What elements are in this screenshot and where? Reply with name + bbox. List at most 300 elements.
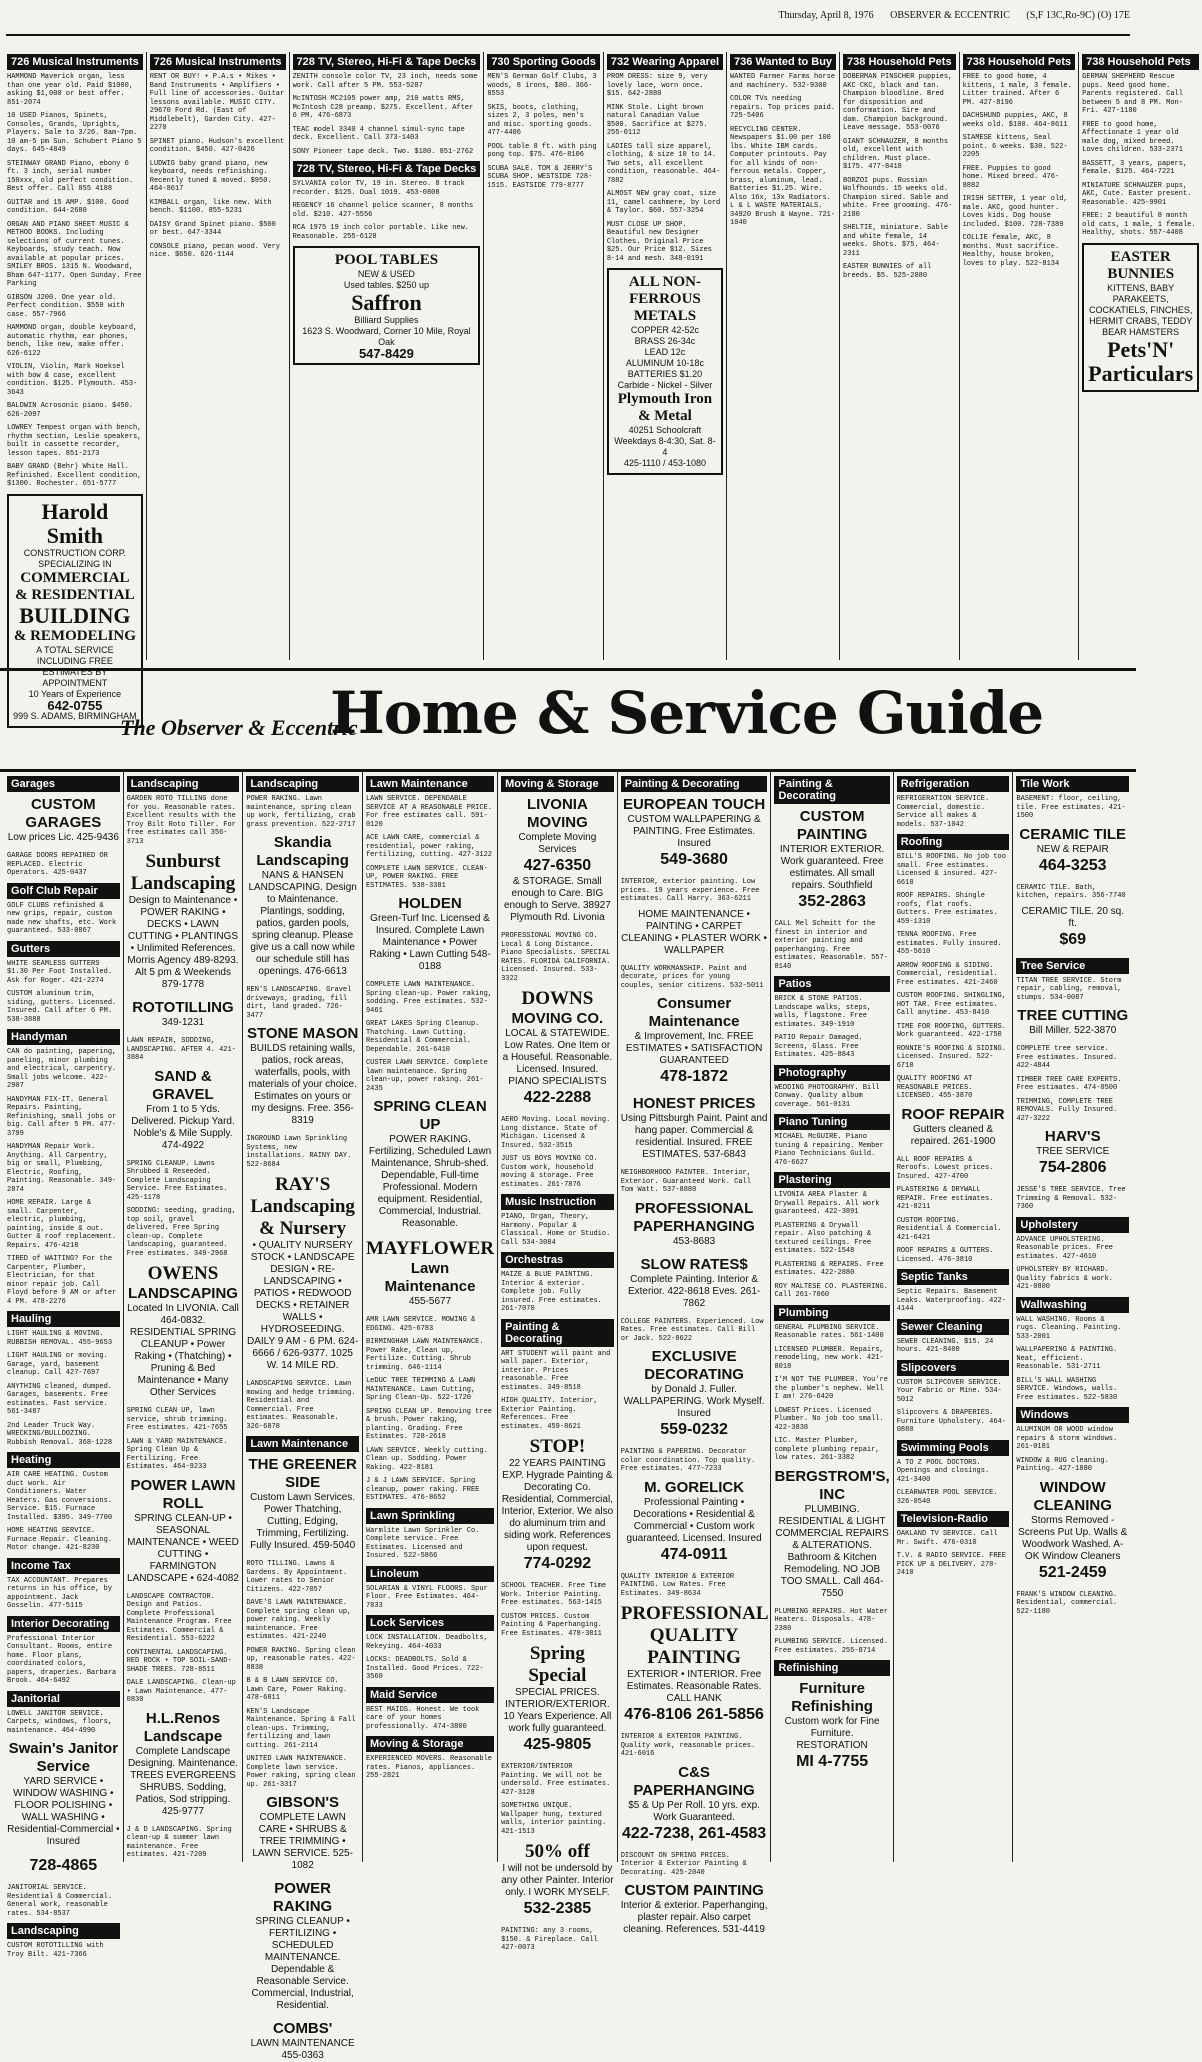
listing-ad: REN'S LANDSCAPING. Gravel driveways, grading, fill dirt, land graded. 726-3477: [246, 986, 352, 1020]
classified-ad: BASSETT, 3 years, papers, female. $125. 464-7221: [1082, 159, 1192, 176]
classified-ad: MINK Stole. Light brown natural Canadian Value $500. Sacrifice at $275. 255-0112: [606, 103, 712, 137]
category-heading: Landscaping: [7, 1923, 120, 1939]
ad-subtitle: STONE MASON: [246, 1025, 359, 1042]
ad-body: & STORAGE. Small enough to Care. BIG enough to Serve. 38927 Plymouth Rd. Livonia: [504, 876, 611, 923]
ad-title: Sunburst Landscaping: [130, 851, 236, 894]
ad-subtitle: HOLDEN: [398, 895, 462, 912]
listing-ad: ROY MALTESE CO. PLASTERING. Call 261-7060: [774, 1282, 888, 1299]
display-ad: [1016, 906, 1129, 950]
listing-ad: J & J LAWN SERVICE. Spring cleanup, power raking. FREE ESTIMATES. 476-8652: [365, 1477, 480, 1502]
listing-ad: BASEMENT: floor, ceiling, tile. Free estimates. 421-1500: [1016, 795, 1126, 820]
category-heading: Television-Radio: [897, 1511, 1010, 1527]
display-ad: [366, 895, 494, 973]
classified-ad: SCUBA SALE. TOM & JERRY'S SCUBA SHOP. WESTSIDE 728-1515. EASTSIDE 779-8777: [487, 164, 597, 190]
column-heading: 732 Wearing Apparel: [607, 54, 723, 70]
ad-body: Custom work for Fine Furniture. RESTORATION: [784, 1716, 880, 1751]
listing-ad: AMR LAWN SERVICE. MOWING & EDGING. 425-6783: [365, 1316, 476, 1333]
ad-body: Low prices Lic. 425-9436: [7, 832, 119, 843]
listing-ad: LAWN & YARD MAINTENANCE. Spring Clean Up & Fertilizing. Free Estimates. 464-9233: [126, 1437, 228, 1471]
classified-ad: LUDWIG baby grand piano, new keyboard, needs refinishing. Recently tuned & moved. $950. 464-8617: [149, 159, 276, 193]
paper-brand: The Observer & Eccentric: [120, 715, 358, 740]
category-heading: Garages: [7, 776, 120, 792]
listing-ad: COLLEGE PAINTERS. Experienced. Low Rates. Free estimates. Call Bill or Jack. 522-8622: [620, 1317, 764, 1343]
display-ad: [246, 1025, 359, 1127]
ad-body: PLUMBING. RESIDENTIAL & LIGHT COMMERCIAL REPAIRS & ALTERATIONS. Bathroom & Kitchen Remodeling. NO JOB TOO SMALL. Call 464-7550: [775, 1503, 889, 1599]
phone-number: 464-3253: [1038, 856, 1107, 874]
display-ad: [501, 796, 614, 924]
ad-title: 50% off: [524, 1841, 590, 1862]
column-heading: 726 Musical Instruments: [7, 54, 143, 70]
classified-ad: GIANT SCHNAUZER, 8 months old, excellent with children. Must place. $175. 477-8418: [843, 137, 953, 171]
classified-ad: SIAMESE kittens, Seal point. 6 weeks. $30. 522-2205: [962, 134, 1068, 159]
classified-ad: WANTED Farmer Farms horse and machinery. 532-9300: [730, 73, 840, 90]
listing-ad: TIMBER TREE CARE EXPERTS. Free estimates. 474-0500: [1016, 1075, 1122, 1092]
ad-line: 425-1110 / 453-1080: [623, 458, 707, 468]
listing-ad: LOCK INSTALLATION. Deadbolts, Rekeying. 464-4033: [365, 1634, 488, 1651]
ad-line: Billiard Supplies: [354, 315, 419, 325]
listing-ad: SPRING CLEAN UP. Removing tree & brush. Power raking, planting. Grading. Free Estimates. 728-2618: [365, 1407, 492, 1441]
listing-ad: ART STUDENT will paint and wall paper. Exterior, interior. Prices reasonable. Free estimates. 349-8518: [501, 1349, 611, 1392]
ad-line: Harold Smith: [41, 498, 109, 548]
listing-ad: PLASTERING & Drywall repair. Also patching & textured ceilings. Free estimates. 522-1548: [774, 1221, 872, 1255]
ad-subtitle: GIBSON'S: [266, 1794, 340, 1811]
category-heading: Plastering: [774, 1172, 889, 1188]
display-ad: [246, 1456, 359, 1552]
ad-subtitle: THE GREENER SIDE: [248, 1456, 357, 1491]
ad-body: TREE SERVICE: [1036, 1146, 1110, 1157]
listing-ad: COMPLETE LAWN SERVICE. CLEAN-UP, POWER RAKING. FREE ESTIMATES. 538-3381: [365, 864, 488, 890]
listing-ad: CAN do painting, papering, paneling, minor plumbing and electrical, carpentry. Small jobs welcome. 422-2907: [7, 1048, 117, 1090]
ad-line: ALUMINUM 10-18c: [625, 358, 704, 368]
category-heading: Handyman: [7, 1029, 120, 1045]
classified-ad: BORZOI pups. Russian Wolfhounds. 15 weeks old. Champion sired. Sable and white. Free grooming. 476-2180: [843, 176, 953, 219]
listing-ad: Warmlite Lawn Sprinkler Co. Complete service. Free Estimates. Licensed and Insured. 522-5866: [365, 1526, 480, 1560]
display-ad: [621, 909, 768, 957]
listing-ad: ARROW ROOFING & SIDING. Commercial, residential. Free estimates. 421-2460: [896, 961, 998, 987]
phone-number: 559-0232: [660, 1421, 728, 1438]
listing-ad: LANDSCAPE CONTRACTOR. Design and Patios. Complete Professional Maintenance Program. Free Estimates. Commercial & Residential. 553-6222: [126, 1592, 232, 1643]
column-heading: 726 Musical Instruments: [150, 54, 286, 70]
ad-body: From 1 to 5 Yds. Delivered. Pickup Yard. Noble's & Mile Supply. 474-4922: [131, 1103, 235, 1151]
listing-ad: Slipcovers & DRAPERIES. Furniture Upholstery. 464-0880: [896, 1409, 1006, 1434]
listing-ad: LANDSCAPING SERVICE. Lawn mowing and hedge trimming. Residential and Commercial. Free estimates. Reasonable. 326-6878: [246, 1380, 356, 1431]
classified-ad: IRISH SETTER, 1 year old, male. AKC, good hunter. Loves kids. Dog house included. $100. 728-7389: [962, 195, 1072, 229]
ad-subtitle: Consumer Maintenance: [648, 995, 740, 1030]
category-heading: Lawn Maintenance: [246, 1436, 359, 1452]
ad-body: Interior & exterior. Paperhanging, plaster repair. Also carpet cleaning. References. 531-4419: [620, 1900, 768, 1935]
classified-ad: MUST CLOSE UP SHOP. Beautiful new Designer Clothes. Original Price $25. Our Price $12. Sizes 8-14 and mesh. 348-0191: [606, 220, 717, 263]
classified-ad: EASTER BUNNIES of all breeds. $5. 525-2880: [843, 263, 936, 280]
ad-line: Used tables. $250 up: [343, 280, 429, 290]
listing-ad: INGROUND Lawn Sprinkling Systems, new installations. RAINY DAY. 522-8684: [246, 1135, 352, 1169]
listing-ad: BIRMINGHAM LAWN MAINTENANCE. Power Rake, Clean up, Fertilize. Cutting. Shrub trimming. 646-1114: [365, 1338, 484, 1372]
category-heading: Moving & Storage: [501, 776, 614, 792]
listing-ad: EXTERIOR/INTERIOR Painting. We will not be undersold. Free estimates. 427-3128: [501, 1763, 611, 1797]
listing-ad: HANDYMAN Repair Work. Anything. All Carpentry, big or small, Plumbing, Electric, Roofing, Painting. Reasonable. 349-2874: [7, 1143, 117, 1194]
listing-ad: SPRING CLEANUP. Lawns Shrubbed & Reseeded. Complete Landscaping Service. Free Estimates. 425-1178: [126, 1159, 228, 1202]
listing-ad: JUST US BOYS MOVING CO. Custom work, household moving & storage. Free estimates. 261-7876: [501, 1155, 598, 1189]
listing-ad: UPHOLSTERY BY RICHARD. Quality fabrics & work. 421-0800: [1016, 1266, 1114, 1291]
listing-ad: PAINTING: any 3 rooms, $150. & Fireplace. Call 427-0073: [501, 1927, 598, 1952]
category-heading: Landscaping: [127, 776, 240, 792]
category-heading: Gutters: [7, 941, 120, 957]
listing-ad: LIGHT HAULING or moving. Garage, yard, basement cleanup. Call 427-7697: [7, 1352, 108, 1377]
listing-ad: LIVONIA AREA Plaster & Drywall Repairs. All work guaranteed. 422-3891: [774, 1191, 880, 1216]
listing-ad: ANYTHING cleaned, dumped. Garages, basements. Free estimates. Fast service. 561-3487: [7, 1382, 113, 1416]
listing-ad: B & B LAWN SERVICE CO. Lawn Care, Power Raking. 478-6811: [246, 1677, 348, 1702]
listing-ad: BRICK & STONE PATIOS. Landscape walks, steps, walls, flagstone. Free estimates. 349-1910: [774, 995, 872, 1029]
phone-number: $69: [1059, 930, 1087, 948]
ad-line: BRASS 26-34c: [634, 336, 696, 346]
display-ad: [897, 1106, 1010, 1148]
listing-ad: ALL ROOF REPAIRS & Reroofs. Lowest prices. Insured. 427-4700: [896, 1155, 994, 1181]
listing-ad: BILL'S ROOFING. No job too small. Free estimates. Licensed & insured. 427-6610: [896, 853, 1006, 887]
ad-title: DOWNS: [521, 988, 594, 1009]
category-heading: Sewer Cleaning: [897, 1319, 1010, 1335]
classified-ad: COLOR TVs needing repairs. Top prices paid. 725-5406: [730, 95, 840, 120]
listing-ad: DALE LANDSCAPING. Clean-up • Lawn Maintenance. 477-0830: [126, 1679, 236, 1704]
pets-particulars-ad: [1082, 243, 1199, 392]
classified-ad: PROM DRESS: size 9, very lovely lace, worn once. $15. 642-2880: [606, 73, 712, 98]
classified-ad: ALMOST NEW gray coat, size 11, camel cashmere, by Lord & Taylor. $60. 557-3254: [606, 190, 725, 215]
classified-ad: CONSOLE piano, pecan wood. Very nice. $650. 626-1144: [149, 242, 285, 259]
listing-ad: I'M NOT THE PLUMBER. You're the plumber's nephew. Well I am! 276-6420: [774, 1376, 888, 1401]
column-heading: 738 Household Pets: [963, 54, 1076, 70]
listing-phone: [7, 1856, 120, 1876]
ad-line: & REMODELING: [13, 627, 136, 644]
display-ad: [1016, 826, 1129, 876]
listing-ad: TENNA ROOFING. Free estimates. Fully insured. 455-5610: [896, 931, 1002, 956]
listing-ad: ACE LAWN CARE, commercial & residential, power raking, fertilizing, cutting. 427-3122: [365, 834, 492, 859]
listing-ad: FRANK'S WINDOW CLEANING. Residential, commercial. 522-1180: [1016, 1590, 1118, 1616]
directory-column: [894, 772, 1014, 1862]
category-heading: Roofing: [897, 834, 1010, 850]
category-heading: Maid Service: [366, 1687, 494, 1703]
classified-ad: DOBERMAN PINSCHER puppies, AKC CKC, black and tan. Champion bloodline. Bred for disposition and conformation. Sire and dam. Champion background. Leave message. 553-0076: [843, 73, 957, 132]
ad-subtitle: ROOF REPAIR: [901, 1105, 1005, 1123]
ad-line: 40251 Schoolcraft: [628, 425, 702, 435]
ad-body: 22 YEARS PAINTING EXP. Hygrade Painting & Decorating Co. Residential, Commercial, Interior, Exterior. We also do aluminum trim and siding work. References upon request.: [501, 1458, 614, 1553]
ad-line: Carbide - Nickel - Silver: [617, 380, 713, 390]
listing-ad: ROTO TILLING. Lawns & Gardens. By Appointment. Lower rates to Senior Citizens. 422-7057: [246, 1560, 348, 1594]
column-heading: 738 Household Pets: [1082, 54, 1199, 70]
classified-ad: BABY GRAND (Behr) White Hall. Refinished. Excellent condition, $1300. Rochester. 651-5777: [7, 463, 146, 488]
listing-ad: PATIO Repair Damaged. Screens, Glass. Free Estimates. 425-8843: [774, 1034, 863, 1059]
ad-line: COMMERCIAL & RESIDENTIAL: [15, 569, 135, 603]
display-ad: [501, 1643, 614, 1755]
classified-ad: MINIATURE SCHNAUZER pups, AKC, Cute. Easter present. Reasonable. 425-9901: [1082, 181, 1196, 207]
listing-ad: DAVE'S LAWN MAINTENANCE. Complete spring clean up, power raking. Weekly maintenance. Free estimates. 421-2240: [246, 1599, 352, 1641]
category-heading: Heating: [7, 1452, 120, 1468]
ad-line: BUILDING: [19, 602, 131, 628]
ad-subtitle: HARV'S: [1044, 1128, 1101, 1145]
listing-ad: LIGHT HAULING & MOVING. RUBBISH REMOVAL. 455-9653: [7, 1330, 113, 1347]
ad-body: Using Pittsburgh Paint. Paint and hang paper. Commercial & residential. Insured. FREE ESTIMATES. 537-6843: [620, 1113, 768, 1160]
listing-ad: T.V. & RADIO SERVICE. FREE PICK UP & DELIVERY. 278-2410: [896, 1552, 1006, 1577]
ad-line: ALL NON-FERROUS METALS: [628, 274, 701, 324]
classified-ad: RENT OR BUY! • P.A.s • Mikes • Band Instruments • Amplifiers • Full line of accessories. Guitar lessons available. MUSIC CITY. 29670 Ford Rd. (East of Middlebelt), Garden City. 427-2270: [149, 73, 289, 132]
listing-ad: TIME FOR ROOFING, GUTTERS. Work guaranteed. 422-1750: [896, 1022, 1006, 1039]
listing-ad: CUSTOM PRICES. Custom Painting & Paperhanging. Free Estimates. 478-3811: [501, 1612, 602, 1638]
display-ad: [774, 808, 889, 912]
ad-subtitle: MOVING CO.: [511, 1010, 604, 1027]
issue-date: Thursday, April 8, 1976: [778, 10, 874, 21]
ad-subtitle: SLOW RATES$: [640, 1255, 748, 1273]
classified-ad: LOWREY Tempest organ with bench, rhythm section, Leslie speakers, built in cassette recorder, lesson tapes. 851-2173: [7, 424, 146, 458]
display-ad: [127, 999, 240, 1029]
listing-ad: SPRING CLEAN UP, lawn service, shrub trimming. Free estimates. 421-7655: [126, 1407, 228, 1432]
listing-ad: LICENSED PLUMBER. Repairs, remodeling, new work. 421-8018: [774, 1345, 884, 1371]
ad-subtitle: LIVONIA MOVING: [526, 796, 588, 831]
phone-number: 425-9805: [523, 1736, 592, 1753]
category-heading: Painting & Decorating: [621, 776, 768, 792]
listing-ad: GARDEN ROTO TILLING done for you. Reasonable rates. Excellent results with the Troy Bilt Roto Tiller. For free estimates call 356-3713: [126, 795, 236, 846]
phone-number: 352-2863: [798, 893, 866, 910]
category-heading: Plumbing: [774, 1305, 889, 1321]
listing-ad: JESSE'S TREE SERVICE. Tree Trimming & Removal. 532-7360: [1016, 1186, 1126, 1211]
home-service-guide-banner: [0, 668, 1136, 772]
classified-ad: REGENCY 16 channel police scanner, 8 months old. $210. 427-5556: [292, 202, 478, 219]
ad-body: NANS & HANSEN LANDSCAPING. Design to Maintenance. Plantings, sodding, patios, garden pools, spring cleanup. Please give us a call now while our schedule still has openings. 476-6613: [248, 870, 357, 977]
listing-ad: CUSTOM ROOFING. SHINGLING, HOT TAR. Free estimates. Call anytime. 453-8410: [896, 992, 1006, 1017]
classified-column: [727, 52, 840, 660]
service-directory: [4, 772, 1132, 2061]
classified-ad: SHELTIE, miniature. Sable and white female, 14 weeks. Shots. $75. 464-2311: [843, 224, 953, 258]
classified-ad: DAISY Grand Spinet piano. $500 or best. 647-3344: [149, 220, 281, 237]
listing-ad: POWER RAKING. Lawn maintenance, spring clean up work, fertilizing, crab grass prevention. 522-2717: [246, 795, 356, 829]
listing-ad: AIR CARE HEATING. Custom duct work. Air Conditioners. Water Heaters. Gas conversions. Service. $15. Furnace Installed. $395. 349-7700: [7, 1471, 113, 1522]
category-heading: Lawn Maintenance: [366, 776, 494, 792]
listing-ad: J & D LANDSCAPING. Spring clean-up & summer lawn maintenance. Free estimates. 421-7209: [126, 1825, 232, 1859]
listing-ad: CUSTOM ROTOTILLING with Troy Bilt. 421-7366: [7, 1942, 104, 1959]
classified-ad: SONY Pioneer tape deck. Two. $180. 851-2762: [292, 147, 474, 156]
ad-body: EXTERIOR • INTERIOR. Free Estimates. Reasonable Rates. CALL HANK: [626, 1669, 762, 1704]
ad-subtitle: ROTOTILLING: [132, 999, 234, 1016]
ad-body: • QUALITY NURSERY STOCK • LANDSCAPE DESIGN • RE-LANDSCAPING • PATIOS • REDWOOD DECKS • RETAINER WALLS • HYDROSEEDING. DAILY 9 AM - 6 PM. 624-6666 / 626-9377. 1025 W. 14 MILE RD.: [246, 1240, 359, 1371]
phone-number: 754-2806: [1038, 1159, 1107, 1176]
directory-column: [771, 772, 893, 1862]
ad-body: HOME MAINTENANCE • PAINTING • CARPET CLEANING • PLASTER WORK • WALLPAPER: [621, 908, 768, 956]
category-heading: Tree Service: [1016, 958, 1129, 974]
classified-ad: HAMMOND organ, double keyboard, automatic rhythm, ear phones, bench, like new, make offer. 626-6122: [7, 324, 142, 358]
ad-body: Bill Miller. 522-3870: [1029, 1025, 1117, 1036]
ad-body: by Donald J. Fuller. WALLPAPERING. Work Myself. Insured: [623, 1384, 765, 1419]
ad-subtitle: POWER LAWN ROLL: [130, 1476, 236, 1512]
ad-subtitle: PROFESSIONAL PAPERHANGING: [633, 1199, 755, 1235]
ad-title: MAYFLOWER: [365, 1238, 495, 1259]
ad-line: SPECIALIZING IN: [38, 558, 112, 569]
listing-ad: CUSTOM aluminum trim, siding, gutters. Licensed. Insured. Call after 6 PM. 538-3888: [7, 990, 117, 1024]
directory-column: [363, 772, 498, 1862]
category-heading: Wallwashing: [1016, 1297, 1129, 1313]
guide-title: Home & Service Guide: [330, 679, 1044, 747]
category-heading: Landscaping: [246, 776, 359, 792]
listing-ad: PLUMBING REPAIRS. Hot Water Heaters. Disposals. 478-2380: [774, 1607, 888, 1633]
classified-ad: TEAC model 3340 4 channel simul-sync tape deck. Excellent. Call 373-1403: [292, 125, 469, 142]
listing-ad: POWER RAKING. Spring clean up, reasonable rates. 422-8838: [246, 1646, 356, 1672]
listing-ad: WALL WASHING. Rooms & rugs. Cleaning. Painting. 533-2001: [1016, 1315, 1122, 1341]
directory-column: [4, 772, 124, 1959]
category-heading: Piano Tuning: [774, 1114, 889, 1130]
listing-ad: WHITE SEAMLESS GUTTERS $1.30 Per Foot Installed. Ask for Roger. 421-2274: [7, 959, 113, 985]
listing-ad: ROOF REPAIRS & GUTTERS. Licensed. 476-3810: [896, 1247, 994, 1264]
column-heading: 730 Sporting Goods: [487, 54, 600, 70]
ad-subtitle: Swain's Janitor Service: [8, 1740, 119, 1775]
ad-subtitle: HONEST PRICES: [632, 1095, 756, 1112]
phone-number: 521-2459: [1038, 1563, 1107, 1581]
ad-subtitle: COMBS': [272, 2020, 333, 2037]
ad-body: Custom Lawn Services. Power Thatching, Cutting, Edging, Trimming, Fertilizing. Fully Insured. 459-5040: [250, 1492, 356, 1551]
classified-column: [1079, 52, 1202, 660]
classified-ad: RECYCLING CENTER. Newspapers $1.00 per 100 lbs. White IBM cards. Computer printouts. Pay for all kinds of non-ferrous metals. Copper, brass, aluminum, lead. Batteries $1.25. Wire. Also 16x, 13x Radiators. L & L WASTE MATERIALS. 34920 Brush & Wayne. 721-1040: [730, 125, 836, 227]
listing-ad: REFRIGERATION SERVICE. Commercial, domestic. Service all makes & models. 537-1042: [896, 795, 990, 829]
directory-column: [618, 772, 772, 1935]
classified-ad: FREE. Puppies to good home. Mixed breed. 476-8882: [962, 164, 1060, 190]
ad-subtitle: SPRING CLEAN UP: [373, 1098, 487, 1133]
ad-title: PROFESSIONAL QUALITY PAINTING: [620, 1603, 769, 1668]
listing-ad: CERAMIC TILE. Bath, kitchen, repairs. 356-7740: [1016, 883, 1126, 900]
classified-ad: GERMAN SHEPHERD Rescue pups. Need good home. Parents registered. Call between 5 and 8 PM. Mon-Fri. 427-1180: [1082, 73, 1188, 115]
category-heading: Refrigeration: [897, 776, 1010, 792]
ad-body: COMPLETE LAWN CARE • SHRUBS & TREE TRIMMING • LAWN SERVICE. 525-1082: [252, 1812, 353, 1871]
listing-ad: LAWN SERVICE. Weekly cutting. Clean up. Sodding. Power Raking. 422-8181: [365, 1446, 488, 1472]
listing-ad: BEST MAIDS. Honest. We took care of your homes professionally. 474-3800: [365, 1705, 480, 1731]
display-ad: [246, 1174, 359, 1372]
display-ad: [1016, 1128, 1129, 1178]
ad-body: LOCAL & STATEWIDE. Low Rates. One Item or a Houseful. Reasonable. Licensed. Insured. PIANO SPECIALISTS: [502, 1028, 613, 1087]
classified-column: [840, 52, 960, 660]
listing-ad: JANITORIAL SERVICE. Residential & Commercial. General work, reasonable rates. 534-8537: [7, 1884, 113, 1918]
classified-ad: SYLVANIA color TV, 19 in. Stereo. 8 track recorder. $125. Dual 1019. 453-0808: [292, 180, 469, 197]
listing-ad: ALUMINUM OR WOOD window repairs & storm windows. 261-0181: [1016, 1426, 1118, 1451]
display-ad: [246, 2020, 359, 2062]
ad-body: Complete Landscape Designing. Maintenance. TREES EVERGREENS SHRUBS. Sodding, Patios, Sod stripping. 425-9777: [127, 1745, 239, 1817]
category-heading: Lawn Sprinkling: [366, 1508, 494, 1524]
listing-ad: SODDING: seeding, grading, top soil, gravel delivered. Free Spring clean-up. Complete landscaping, guaranteed. Free estimates. 349-2968: [126, 1207, 236, 1258]
display-ad: [774, 1680, 889, 1772]
category-heading: Photography: [774, 1065, 889, 1081]
listing-ad: LIC. Master Plumber, complete plumbing repair, low rates. 261-3382: [774, 1437, 880, 1462]
phone-number: 427-6350: [523, 857, 592, 874]
ad-subtitle: CUSTOM PAINTING: [796, 808, 868, 843]
listing-ad: TIRED of WAITING? For the Carpenter, Plumber, Electrician, for that minor repair job. Call Floyd before 9 AM or after 4 PM. 478-2276: [7, 1255, 117, 1306]
listing-ad: QUALITY INTERIOR & EXTERIOR PAINTING. Low Rates. Free Estimates. 349-8634: [620, 1572, 735, 1598]
display-ad: [621, 1095, 768, 1161]
category-heading: Lock Services: [366, 1615, 494, 1631]
ad-subtitle: Skandia Landscaping: [256, 834, 349, 869]
ad-body: & Improvement, Inc. FREE ESTIMATES • SATISFACTION GUARANTEED: [625, 1031, 763, 1066]
column-heading: 728 TV, Stereo, Hi-Fi & Tape Decks: [293, 54, 481, 70]
listing-ad: PIANO, Organ, Theory, Harmony. Popular & Classical. Home or Studio. Call 534-3084: [501, 1213, 611, 1247]
ad-body: I will not be undersold by any other Painter. Interior only. I WORK MYSELF.: [501, 1863, 614, 1898]
listing-ad: WINDOW & RUG cleaning. Painting. 427-1880: [1016, 1456, 1109, 1473]
ad-body: SPECIAL PRICES. INTERIOR/EXTERIOR. 10 Years Experience. All work fully guaranteed.: [503, 1687, 612, 1734]
listing-ad: A TO Z POOL DOCTORS. Openings and closings. 421-3400: [896, 1458, 990, 1484]
listing-ad: PAINTING & PAPERING. Decorator color coordination. Top quality. Free estimates. 477-7233: [620, 1448, 756, 1473]
ad-subtitle: M. GORELICK: [644, 1478, 745, 1496]
classified-ad: FREE to good home, Affectionate 1 year old male dog, mixed breed. Loves children. 533-2371: [1082, 120, 1183, 154]
listing-ad: INTERIOR & EXTERIOR PAINTING. Quality work, reasonable prices. 421-6016: [620, 1733, 756, 1758]
listing-ad: COMPLETE tree service. Free estimates. Insured. 422-4844: [1016, 1045, 1118, 1070]
ad-title: STOP!: [529, 1436, 586, 1457]
listing-ad: LOCKS: DEADBOLTS. Sold & Installed. Good Prices. 722-3560: [365, 1656, 484, 1681]
ad-subtitle: EUROPEAN TOUCH: [622, 796, 766, 813]
listing-ad: ADVANCE UPHOLSTERING. Reasonable prices. Free estimates. 427-4610: [1016, 1235, 1114, 1261]
ad-subtitle: POWER RAKING: [273, 1880, 333, 1915]
listing-ad: MAIZE & BLUE PAINTING. Interior & exterior. Complete job. Fully insured. Free estimates. 261-7070: [501, 1271, 602, 1313]
listing-ad: AERO Moving. Local moving. Long distance. State of Michigan. Licensed & Insured. 532-3515: [501, 1116, 611, 1150]
ad-line: CONSTRUCTION CORP.: [23, 547, 127, 558]
classified-ad: VIOLIN, Violin, Mark Hoeksel with bow & case, excellent condition. $125. Plymouth. 453-3643: [7, 363, 138, 397]
category-heading: Septic Tanks: [897, 1269, 1010, 1285]
classified-ad: 10 USED Pianos, Spinets, Consoles, Grands, Uprights, Players. Sale to 3/26. 8am-7pm. 10 am-5 pm Sun. Schubert Piano 5 days. 645-4849: [7, 112, 146, 154]
ad-line: BATTERIES $1.20: [627, 369, 703, 379]
ad-body: YARD SERVICE • WINDOW WASHING • FLOOR POLISHING • WALL WASHING • Residential-Commercial • Insured: [7, 1776, 120, 1847]
listing-ad: 2nd Leader Truck Way. WRECKING/BULLDOZING. Rubbish Removal. 368-1228: [7, 1421, 113, 1447]
category-heading: Income Tax: [7, 1558, 120, 1574]
display-ad: [501, 1841, 614, 1919]
display-ad: [501, 988, 614, 1108]
category-heading: Moving & Storage: [366, 1736, 494, 1752]
ad-line: KITTENS, BABY PARAKEETS, COCKATIELS, FINCHES, HERMIT CRABS, TEDDY BEAR HAMSTERS: [1089, 282, 1193, 337]
ad-subtitle: SAND & GRAVEL: [152, 1067, 214, 1103]
listing-ad: SOLARIAN & VINYL FLOORS. Spur Floor. Free Estimates. 464-7833: [365, 1584, 488, 1610]
display-ad: [246, 834, 359, 978]
ad-subtitle: EXCLUSIVE DECORATING: [644, 1348, 744, 1383]
display-ad: [1016, 1479, 1129, 1583]
ad-body: Complete Painting. Interior & Exterior. 422-8618 Eves. 261-7862: [627, 1273, 761, 1309]
listing-ad: MICHAEL McGUIRE. Piano tuning & repairing. Member Piano Technicians Guild. 476-6627: [774, 1133, 884, 1167]
display-ad: [774, 1468, 889, 1600]
column-heading: 736 Wanted to Buy: [730, 54, 836, 70]
category-heading: Orchestras: [501, 1252, 614, 1268]
listing-ad: GENERAL PLUMBING SERVICE. Reasonable rates. 561-1400: [774, 1323, 884, 1340]
metals-ad: [607, 268, 723, 475]
listing-ad: KEN'S Landscape Maintenance. Spring & Fall clean-ups. Trimming, fertilizing and lawn cutting. 261-2114: [246, 1707, 356, 1750]
classified-ad: RCA 1975 19 inch color portable. Like new. Reasonable. 255-6128: [292, 224, 474, 241]
directory-column: [498, 772, 618, 1952]
display-ad: [7, 1740, 120, 1848]
listing-ad: PROFESSIONAL MOVING CO. Local & Long Distance. Piano Specialists. SPECIAL RATES. FLORIDA CALIFORNIA. Licensed. Insured. 533-3322: [501, 932, 611, 983]
phone-number: 774-0292: [523, 1555, 592, 1572]
ad-body: INTERIOR EXTERIOR. Work guaranteed. Free estimates. All small repairs. Southfield: [779, 844, 885, 891]
ad-body: NEW & REPAIR: [1036, 843, 1109, 855]
listing-ad: Septic Repairs. Basement Leaks. Waterproofing. 422-4144: [896, 1288, 1006, 1313]
category-heading: Interior Decorating: [7, 1616, 120, 1632]
ad-line: 1623 S. Woodward, Corner 10 Mile, Royal Oak: [302, 326, 471, 347]
display-ad: [621, 796, 768, 870]
ad-body: Storms Removed - Screens Put Up. Walls & Woodwork Washed. A-OK Window Cleaners: [1018, 1514, 1128, 1562]
ad-line: Saffron: [351, 290, 422, 315]
listing-ad: GOLF CLUBS refinished & new grips, repair, custom made new shafts, etc. Work guaranteed. 533-0867: [7, 901, 117, 935]
directory-column: [124, 772, 244, 1862]
classified-ad: MEN'S German Golf Clubs, 3 woods, 8 irons, $80. 366-8553: [487, 73, 601, 98]
phone-number: 476-8106 261-5856: [624, 1706, 764, 1723]
display-ad: [621, 1200, 768, 1248]
ad-subtitle: CUSTOM PAINTING: [624, 1882, 764, 1899]
listing-ad: WEDDING PHOTOGRAPHY. Bill Conway. Quality album coverage. 561-0131: [774, 1083, 880, 1109]
display-ad: [621, 1764, 768, 1844]
ad-subtitle: LANDSCAPING: [127, 1285, 238, 1302]
ad-body: BUILDS retaining walls, patios, rock areas, waterfalls, pools, with materials of your choice. Estimates on yours or my designs. Free. 356-8319: [248, 1043, 357, 1126]
ad-body: Green-Turf Inc. Licensed & Insured. Complete Lawn Maintenance • Power Raking • Lawn Cutting 548-0188: [369, 913, 491, 972]
ad-subtitle: TREE CUTTING: [1017, 1007, 1129, 1024]
ad-body: 455-5677: [408, 1296, 452, 1307]
listing-ad: SCHOOL TEACHER. Free Time Work. Interior Painting. Free estimates. 563-1415: [501, 1582, 607, 1607]
phone-number: MI 4-7755: [796, 1753, 869, 1770]
listing-ad: QUALITY ROOFING AT REASONABLE PRICES. LICENSED. 455-3870: [896, 1075, 973, 1100]
listing-ad: NEIGHBORHOOD PAINTER. Interior, Exterior. Guaranteed Work. Call Tom Watt. 537-8880: [620, 1169, 751, 1194]
